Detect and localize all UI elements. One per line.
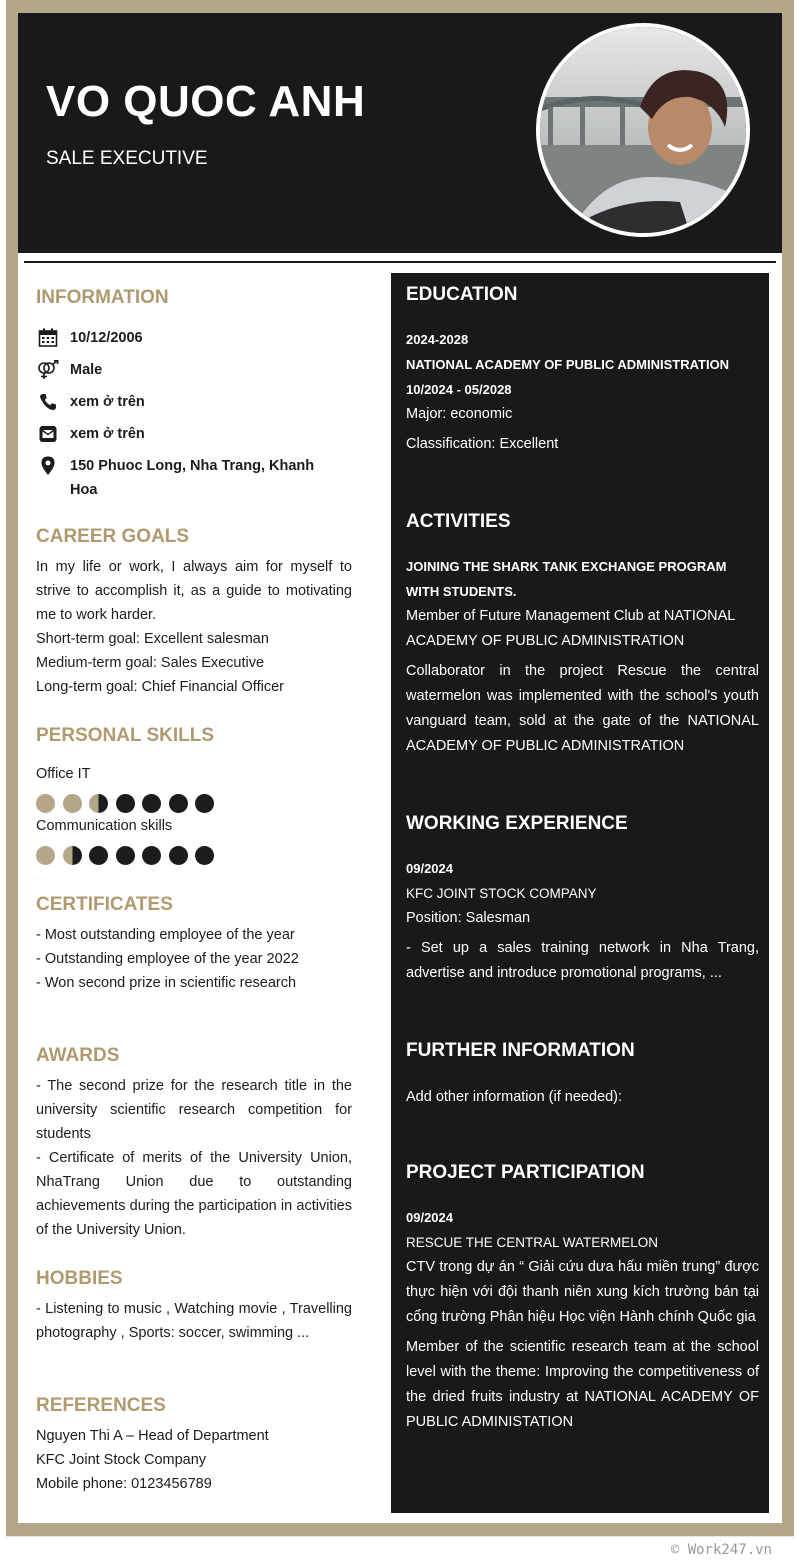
profile-photo-image [540,27,746,233]
skill-name: Office IT [36,766,91,782]
skill-dot [195,794,214,813]
page-footer [6,1536,794,1562]
further-information-text: Add other information (if needed): [406,1089,623,1105]
skill-dot [63,794,82,813]
experience-company: KFC JOINT STOCK COMPANY [406,886,597,901]
activity-item: Collaborator in the project Rescue the central watermelon was implemented with the school's youth vanguard team, sold at the gate of the NATIONAL ACADEMY OF PUBLIC ADMINISTRATION [406,663,759,754]
header-divider [24,261,776,263]
hobbies-section [36,1267,352,1345]
education-section [406,283,759,457]
project-participation-heading: PROJECT PARTICIPATION [406,1162,645,1183]
awards-section [36,1044,352,1242]
experience-description: - Set up a sales training network in Nha Trang, advertise and introduce promotional programs, ... [406,940,759,981]
education-period: 10/2024 - 05/2028 [406,382,512,397]
project-participation-section [406,1161,759,1435]
further-information-heading: FURTHER INFORMATION [406,1040,635,1061]
project-item: CTV trong dự án “ Giải cứu dưa hấu miền trung” được thực hiện với đội thanh niên xung kích trường bán tại cổng trường Phân hiệu Học viện Hành chính Quốc gia [406,1259,759,1325]
career-goal-long: Long-term goal: Chief Financial Officer [36,679,284,695]
awards-heading: AWARDS [36,1045,120,1066]
career-goals-heading: CAREER GOALS [36,526,190,547]
education-heading: EDUCATION [406,284,518,305]
skill-name: Communication skills [36,818,173,834]
personal-skills-section [36,724,352,865]
working-experience-section [406,812,759,986]
education-classification: Classification: Excellent [406,436,559,452]
skill-dot [116,794,135,813]
working-experience-heading: WORKING EXPERIENCE [406,813,628,834]
certificates-section [36,893,352,995]
activities-section [406,510,759,759]
candidate-name: VO QUOC ANH [46,77,366,126]
award-item: - Certificate of merits of the University Union, NhaTrang Union due to outstanding achievements during the participation in activities of the University Union. [36,1150,352,1238]
information-heading: INFORMATION [36,287,169,308]
info-email [36,422,352,446]
career-goals-section [36,525,352,699]
experience-date: 09/2024 [406,861,453,876]
info-address [36,454,352,502]
hobbies-heading: HOBBIES [36,1268,123,1289]
activities-headline: JOINING THE SHARK TANK EXCHANGE PROGRAM WITH STUDENTS. [406,559,727,599]
job-title: SALE EXECUTIVE [46,148,208,169]
career-goal-medium: Medium-term goal: Sales Executive [36,655,265,671]
info-phone-text: xem ở trên [70,394,145,410]
certificate-item: - Won second prize in scientific research [36,975,297,991]
gender-icon [36,358,60,382]
phone-icon [36,390,60,414]
certificates-heading: CERTIFICATES [36,894,173,915]
skill-dot [142,794,161,813]
project-name: RESCUE THE CENTRAL WATERMELON [406,1235,659,1250]
further-information-section [406,1039,759,1110]
experience-position: Position: Salesman [406,910,531,926]
skill-rating [36,794,352,813]
skill-dot [36,846,55,865]
award-item: - The second prize for the research title in the university scientific research competition for students [36,1078,352,1142]
location-icon [36,454,60,478]
career-goals-intro: In my life or work, I always aim for myself to strive to accomplish it, as a guide to motivating me to work harder. [36,559,352,623]
watermark: © Work247.vn [670,1542,772,1558]
activities-heading: ACTIVITIES [406,511,511,532]
personal-skills-heading: PERSONAL SKILLS [36,725,215,746]
education-years: 2024-2028 [406,332,469,347]
info-email-text: xem ở trên [70,426,145,442]
skill-dot [169,846,188,865]
references-section [36,1394,352,1496]
hobbies-text: - Listening to music , Watching movie , Travelling photography , Sports: soccer, swimming ... [36,1301,352,1341]
right-column [391,273,769,1513]
activity-item: Member of Future Management Club at NATIONAL ACADEMY OF PUBLIC ADMINISTRATION [406,608,735,649]
reference-company: KFC Joint Stock Company [36,1452,207,1468]
profile-photo [536,23,750,237]
certificate-item: - Outstanding employee of the year 2022 [36,951,299,967]
project-date: 09/2024 [406,1210,453,1225]
cv-header [18,13,782,253]
info-gender-text: Male [70,362,103,378]
reference-person: Nguyen Thi A – Head of Department [36,1428,269,1444]
cv-sheet [18,13,782,1523]
career-goal-short: Short-term goal: Excellent salesman [36,631,269,647]
skill-rating [36,846,352,865]
info-birthday-text: 10/12/2006 [70,330,143,346]
skill-dot [169,794,188,813]
calendar-icon [36,326,60,350]
email-icon [36,422,60,446]
references-heading: REFERENCES [36,1395,166,1416]
information-section [36,286,352,510]
info-gender [36,358,352,382]
info-phone [36,390,352,414]
skill-dot [116,846,135,865]
reference-phone: Mobile phone: 0123456789 [36,1476,212,1492]
skill-dot [36,794,55,813]
skill-dot [142,846,161,865]
project-item: Member of the scientific research team at the school level with the theme: Improving the competitiveness of the dried fruits industry at NATIONAL ACADEMY OF PUBLIC ADMINISTATION [406,1339,759,1430]
info-birthday [36,326,352,350]
skill-dot [89,794,108,813]
skill-communication [36,816,352,865]
skill-dot [63,846,82,865]
skill-dot [89,846,108,865]
education-school: NATIONAL ACADEMY OF PUBLIC ADMINISTRATION [406,357,730,372]
skill-office-it [36,764,352,813]
certificate-item: - Most outstanding employee of the year [36,927,295,943]
info-address-text: 150 Phuoc Long, Nha Trang, Khanh Hoa [70,458,315,498]
education-major: Major: economic [406,406,513,422]
skill-dot [195,846,214,865]
